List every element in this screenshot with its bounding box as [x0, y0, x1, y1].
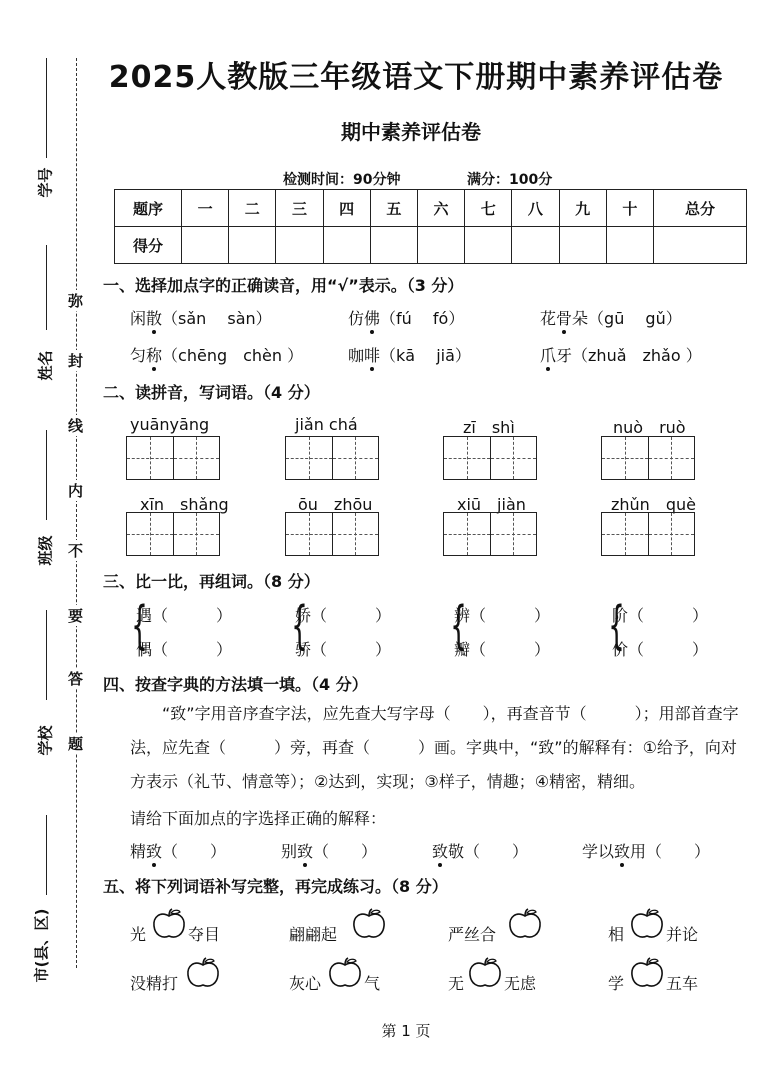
- score-cell[interactable]: [229, 227, 276, 264]
- pinyin-prompt: zhǔn què: [611, 495, 696, 514]
- score-cell[interactable]: [559, 227, 606, 264]
- table-header: 四: [323, 190, 370, 227]
- score-cell[interactable]: [465, 227, 512, 264]
- apple-icon[interactable]: [352, 908, 386, 940]
- compare-word: 娇（ ）: [295, 606, 392, 625]
- seal-char: 封: [68, 352, 84, 370]
- pinyin-prompt: zī shì: [463, 418, 515, 437]
- table-header: 六: [417, 190, 464, 227]
- apple-icon[interactable]: [630, 908, 664, 940]
- score-cell[interactable]: [417, 227, 464, 264]
- table-header: 五: [370, 190, 417, 227]
- compare-word: 瓣（ ）: [454, 640, 551, 659]
- instruction-text: 请给下面加点的字选择正确的解释：: [130, 809, 387, 828]
- idiom-item: 灰心: [289, 974, 322, 993]
- apple-icon[interactable]: [508, 908, 542, 940]
- tianzige-box[interactable]: [126, 436, 220, 480]
- compare-word: 骄（ ）: [295, 640, 392, 659]
- dictionary-paragraph: “致”字用音序查字法，应先查大写字母（ ），再查音节（ ）；用部首查字法，应先查（ ）旁，再查（ ）画。字典中，“致”的解释有：①给予，向对方表示（礼节、情意等）；②达到，实现；③样子，情趣；④精密，精细。: [130, 704, 739, 791]
- table-header: 八: [512, 190, 559, 227]
- table-header: 一: [182, 190, 229, 227]
- pronunciation-item: 闲散（sǎn sàn）: [130, 309, 272, 328]
- table-header: 十: [606, 190, 653, 227]
- seal-char: 答: [68, 670, 84, 688]
- seal-char: 要: [68, 607, 84, 625]
- table-row: [115, 227, 747, 264]
- pronunciation-item: 匀称（chēng chèn ）: [130, 346, 304, 365]
- brace: {: [131, 596, 148, 656]
- table-row: [115, 190, 747, 227]
- idiom-item: 无虑: [504, 974, 537, 993]
- tianzige-box[interactable]: [285, 512, 379, 556]
- score-table: [114, 189, 747, 264]
- score-cell[interactable]: [182, 227, 229, 264]
- idiom-item: 学: [608, 974, 625, 993]
- pinyin-prompt: xīn shǎng: [140, 495, 229, 514]
- tianzige-box[interactable]: [601, 436, 695, 480]
- idiom-item: 并论: [666, 925, 699, 944]
- pronunciation-item: 花骨朵（gū gǔ）: [540, 309, 682, 328]
- tianzige-box[interactable]: [601, 512, 695, 556]
- full-score: 满分：100分: [467, 172, 553, 188]
- score-cell[interactable]: [276, 227, 323, 264]
- apple-icon[interactable]: [328, 957, 362, 989]
- apple-icon[interactable]: [630, 957, 664, 989]
- label-city: 市(县、区): [32, 908, 51, 983]
- idiom-item: 五车: [666, 974, 699, 993]
- brace: {: [450, 596, 467, 656]
- apple-icon[interactable]: [468, 957, 502, 989]
- pinyin-prompt: ōu zhōu: [298, 495, 373, 514]
- pinyin-prompt: nuò ruò: [613, 418, 686, 437]
- table-header: 二: [229, 190, 276, 227]
- section-4-title: 四、按查字典的方法填一填。（4 分）: [103, 675, 368, 694]
- tianzige-box[interactable]: [126, 512, 220, 556]
- compare-word: 偶（ ）: [136, 640, 233, 659]
- idiom-item: 气: [364, 974, 381, 993]
- idiom-item: 光: [130, 925, 147, 944]
- row-label: 得分: [115, 227, 182, 264]
- seal-char: 题: [68, 735, 84, 753]
- pronunciation-item: 咖啡（kā jiā）: [348, 346, 471, 365]
- table-header: 九: [559, 190, 606, 227]
- page-title: 2025人教版三年级语文下册期中素养评估卷: [108, 60, 724, 95]
- section-2-title: 二、读拼音，写词语。（4 分）: [103, 383, 320, 402]
- apple-icon[interactable]: [186, 957, 220, 989]
- compare-word: 遇（ ）: [136, 606, 233, 625]
- label-school: 学校: [36, 725, 55, 756]
- table-header: 七: [465, 190, 512, 227]
- meaning-item: 学以致用（ ）: [582, 842, 711, 861]
- meaning-item: 致敬（ ）: [432, 842, 529, 861]
- compare-word: 阶（ ）: [612, 606, 709, 625]
- meaning-item: 别致（ ）: [281, 842, 378, 861]
- table-header: 题序: [115, 190, 182, 227]
- section-5-title: 五、将下列词语补写完整，再完成练习。（8 分）: [103, 877, 448, 896]
- table-header: 三: [276, 190, 323, 227]
- seal-char: 线: [68, 417, 84, 435]
- seal-char: 内: [68, 482, 84, 500]
- meaning-item: 精致（ ）: [130, 842, 227, 861]
- pronunciation-item: 仿佛（fú fó）: [348, 309, 465, 328]
- idiom-item: 没精打: [130, 974, 179, 993]
- brace: {: [291, 596, 308, 656]
- compare-word: 辨（ ）: [454, 606, 551, 625]
- pinyin-prompt: yuānyāng: [130, 415, 210, 434]
- seal-char: 不: [68, 542, 84, 560]
- page-number: 第 1 页: [381, 1022, 431, 1040]
- compare-word: 价（ ）: [612, 640, 709, 659]
- score-cell[interactable]: [654, 227, 747, 264]
- pinyin-prompt: jiǎn chá: [295, 415, 358, 434]
- idiom-item: 严丝合: [448, 925, 497, 944]
- pronunciation-item: 爪牙（zhuǎ zhǎo ）: [540, 346, 702, 365]
- tianzige-box[interactable]: [285, 436, 379, 480]
- pinyin-prompt: xiū jiàn: [457, 495, 526, 514]
- label-student-id: 学号: [36, 167, 55, 198]
- score-cell[interactable]: [370, 227, 417, 264]
- exam-time: 检测时间：90分钟: [283, 172, 401, 188]
- brace: {: [608, 596, 625, 656]
- seal-char: 弥: [68, 292, 84, 310]
- section-1-title: 一、选择加点字的正确读音，用“√”表示。（3 分）: [103, 276, 464, 295]
- score-cell[interactable]: [606, 227, 653, 264]
- apple-icon[interactable]: [152, 908, 186, 940]
- idiom-item: 相: [608, 925, 625, 944]
- tianzige-box[interactable]: [443, 512, 537, 556]
- score-cell[interactable]: [512, 227, 559, 264]
- tianzige-box[interactable]: [443, 436, 537, 480]
- table-header: 总分: [654, 190, 747, 227]
- idiom-item: 无: [448, 974, 465, 993]
- idiom-item: 夺目: [188, 925, 221, 944]
- section-3-title: 三、比一比，再组词。（8 分）: [103, 572, 320, 591]
- idiom-item: 翩翩起: [289, 925, 338, 944]
- score-cell[interactable]: [323, 227, 370, 264]
- label-name: 姓名: [36, 350, 55, 381]
- page-subtitle: 期中素养评估卷: [341, 120, 481, 144]
- label-class: 班级: [36, 535, 55, 566]
